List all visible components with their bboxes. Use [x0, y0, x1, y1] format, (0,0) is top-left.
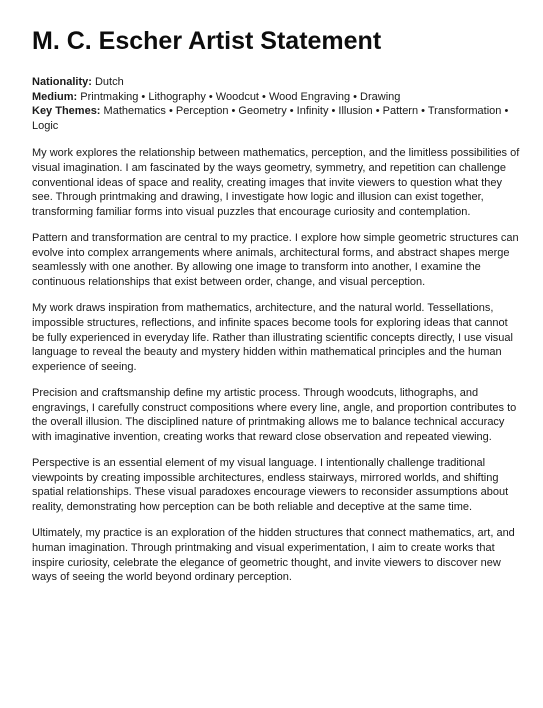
meta-nationality [32, 75, 520, 90]
meta-value: Mathematics • Perception • Geometry • Infinity • Illusion • Pattern • Transformation • Logic [32, 105, 509, 132]
document-page [32, 26, 520, 597]
meta-label: Nationality: [32, 76, 92, 88]
paragraph-3: My work draws inspiration from mathematics, architecture, and the natural world. Tessellations, impossible structures, reflections, and infinite spaces become tools for exploring ideas that cannot be fully experienced in everyday life. Rather than illustrating scientific concepts directly, I use visual language to reveal the beauty and mystery hidden within mathematical principles and the human experience of seeing. [32, 302, 513, 373]
meta-medium [32, 90, 520, 105]
meta-label: Medium: [32, 90, 78, 103]
paragraph-1: My work explores the relationship between mathematics, perception, and the limitless possibilities of visual imagination. I am fascinated by the ways geometry, symmetry, and repetition can challenge conventional ideas of space and reality, creating images that invite viewers to question what they see. Through printmaking and drawing, I investigate how logic and illusion can exist together, transforming familiar forms into visual puzzles that encourage curiosity and contemplation. [32, 147, 520, 218]
document-title: M. C. Escher Artist Statement [32, 27, 382, 55]
meta-value: Dutch [91, 76, 124, 88]
paragraph-4: Precision and craftsmanship define my artistic process. Through woodcuts, lithographs, and engravings, I carefully construct compositions where every line, angle, and proportion contributes to the overall illusion. The disciplined nature of printmaking allows me to balance technical accuracy with imaginative invention, creating works that reward close observation and repeated viewing. [32, 387, 517, 443]
meta-key-themes [32, 104, 520, 133]
paragraph-5: Perspective is an essential element of my visual language. I intentionally challenge traditional viewpoints by creating impossible architectures, endless stairways, mirrored worlds, and shifting spatial relationships. These visual paradoxes encourage viewers to reconsider assumptions about reality, demonstrating how perception can be both reliable and deceptive at the same time. [32, 457, 509, 514]
paragraph-2: Pattern and transformation are central to my practice. I explore how simple geometric structures can evolve into complex arrangements where animals, architectural forms, and abstract shapes merge seamlessly with one another. By allowing one image to transform into another, I examine the continuous relationships that exist between order, change, and visual perception. [32, 232, 519, 288]
metadata-block [32, 75, 520, 133]
paragraph-6: Ultimately, my practice is an exploration of the hidden structures that connect mathematics, art, and human imagination. Through printmaking and visual experimentation, I aim to create works that inspire curiosity, celebrate the elegance of geometric thought, and invite viewers to discover new ways of seeing the world beyond ordinary perception. [32, 527, 515, 584]
meta-value: Printmaking • Lithography • Woodcut • Wood Engraving • Drawing [77, 90, 401, 103]
meta-label: Key Themes: [32, 105, 101, 118]
